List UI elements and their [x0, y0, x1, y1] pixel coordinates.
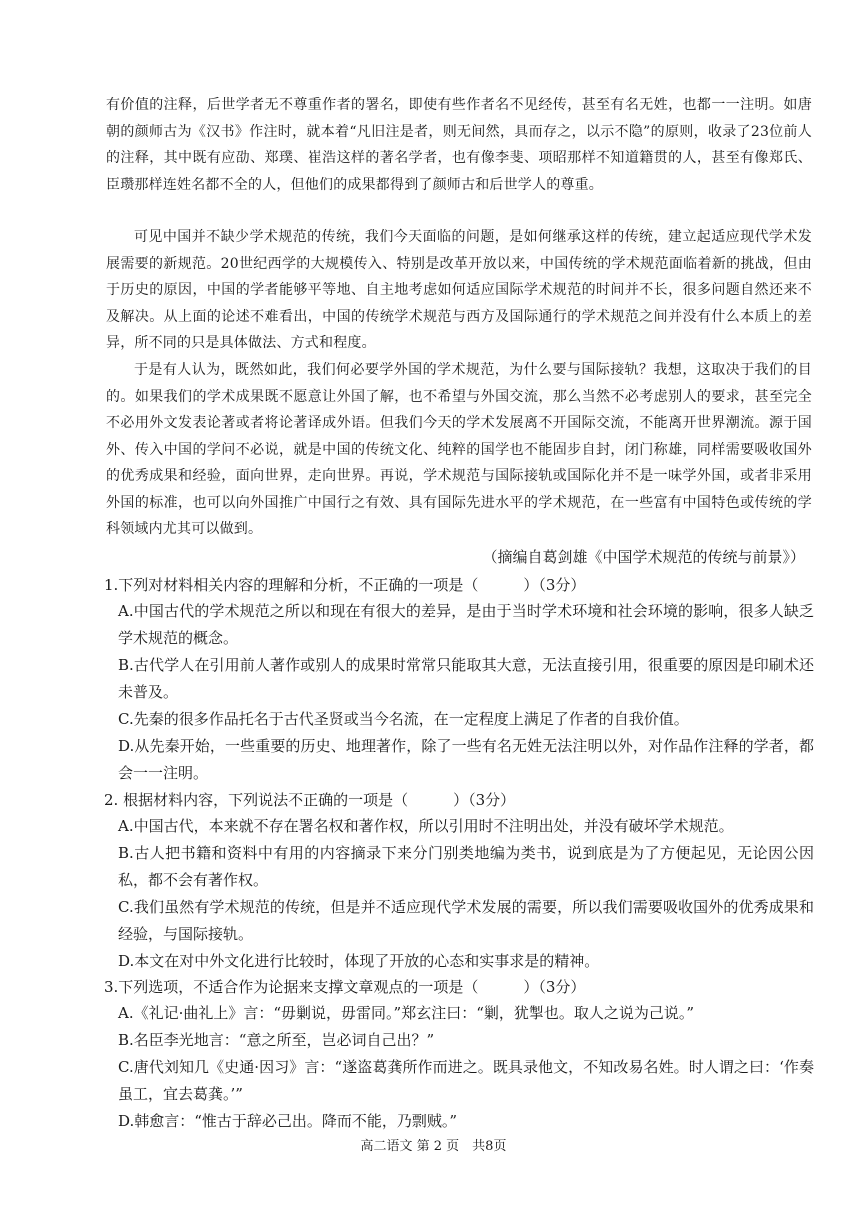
- option-a: A.《礼记·曲礼上》言：“毋剿说，毋雷同。”郑玄注曰：“剿，犹掣也。取人之说为己说。”: [118, 1004, 695, 1022]
- option-b: B.名臣李光地言：“意之所至，岂必词自己出？”: [118, 1031, 435, 1049]
- option-b: B.古代学人在引用前人著作或别人的成果时常常只能取其大意，无法直接引用，很重要的原因是印刷术还未普及。: [118, 656, 814, 701]
- option-c: C.先秦的很多作品托名于古代圣贤或当今名流，在一定程度上满足了作者的自我价值。: [118, 710, 689, 728]
- option-a: A.中国古代，本来就不存在署名权和著作权，所以引用时不注明出处，并没有破坏学术规范。: [118, 817, 734, 835]
- option-c: C.唐代刘知几《史通·因习》言：“遂盗葛龚所作而进之。既具录他文，不知改易名姓。时人谓之曰：‘作奏虽工，宜去葛龚。’”: [118, 1058, 814, 1103]
- passage-paragraph-1: 有价值的注释，后世学者无不尊重作者的署名，即使有些作者名不见经传，甚至有名无姓，也都一一注明。如唐朝的颜师古为《汉书》作注时，就本着“凡旧注是者，则无间然，具而存之，以示不隐”的原则，收录了23位前人的注释，其中既有应劭、郑璞、崔浩这样的著名学者，也有像李斐、项昭那样不知道籍贯的人，甚至有像郑氏、臣瓒那样连姓名都不全的人，但他们的成果都得到了颜师古和后世学人的尊重。: [106, 97, 812, 193]
- option-a: A.中国古代的学术规范之所以和现在有很大的差异，是由于当时学术环境和社会环境的影响，很多人缺乏学术规范的概念。: [118, 602, 814, 647]
- question-stem: 3.下列选项，不适合作为论据来支撑文章观点的一项是（ ）（3分）: [104, 978, 586, 996]
- question-1: [104, 572, 814, 787]
- passage-paragraph-2: 可见中国并不缺少学术规范的传统，我们今天面临的问题，是如何继承这样的传统，建立起适应现代学术发展需要的新规范。20世纪西学的大规模传入、特别是改革开放以来，中国传统的学术规范面临着新的挑战，但由于历史的原因，中国的学者能够平等地、自主地考虑如何适应国际学术规范的时间并不长，很多问题自然还来不及解决。从上面的论述不难看出，中国的传统学术规范与西方及国际通行的学术规范之间并没有什么本质上的差异，所不同的只是具体做法、方式和程度。: [106, 229, 812, 351]
- question-3: [104, 974, 814, 1135]
- passage-paragraph-3: 于是有人认为，既然如此，我们何必要学外国的学术规范，为什么要与国际接轨？我想，这取决于我们的目的。如果我们的学术成果既不愿意让外国了解，也不希望与外国交流，那么当然不必考虑别人的要求，甚至完全不必用外文发表论著或者将论著译成外语。但我们今天的学术发展离不开国际交流，不能离开世界潮流。源于国外、传入中国的学问不必说，就是中国的传统文化、纯粹的国学也不能固步自封，闭门称雄，同样需要吸收国外的优秀成果和经验，面向世界，走向世界。再说，学术规范与国际接轨或国际化并不是一味学外国，或者非采用外国的标准，也可以向外国推广中国行之有效、具有国际先进水平的学术规范，在一些富有中国特色或传统的学科领域内尤其可以做到。: [106, 362, 812, 537]
- page-footer: 高二语文 第 2 页 共8页: [360, 1139, 507, 1154]
- passage-source: （摘编自葛剑雄《中国学术规范的传统与前景》）: [482, 548, 805, 566]
- option-c: C.我们虽然有学术规范的传统，但是并不适应现代学术发展的需要，所以我们需要吸收国外的优秀成果和经验，与国际接轨。: [118, 898, 814, 943]
- question-2: [104, 787, 814, 975]
- option-b: B.古人把书籍和资料中有用的内容摘录下来分门别类地编为类书，说到底是为了方便起见，无论因公因私，都不会有著作权。: [118, 844, 814, 889]
- option-d: D.韩愈言：“惟古于辞必己出。降而不能，乃剽贼。”: [118, 1112, 458, 1130]
- option-d: D.本文在对中外文化进行比较时，体现了开放的心态和实事求是的精神。: [118, 952, 600, 970]
- question-stem: 1.下列对材料相关内容的理解和分析，不正确的一项是（ ）（3分）: [104, 576, 586, 594]
- option-d: D.从先秦开始，一些重要的历史、地理著作，除了一些有名无姓无法注明以外，对作品作注释的学者，都会一一注明。: [118, 737, 814, 782]
- question-stem: 2. 根据材料内容，下列说法不正确的一项是（ ）（3分）: [104, 791, 516, 809]
